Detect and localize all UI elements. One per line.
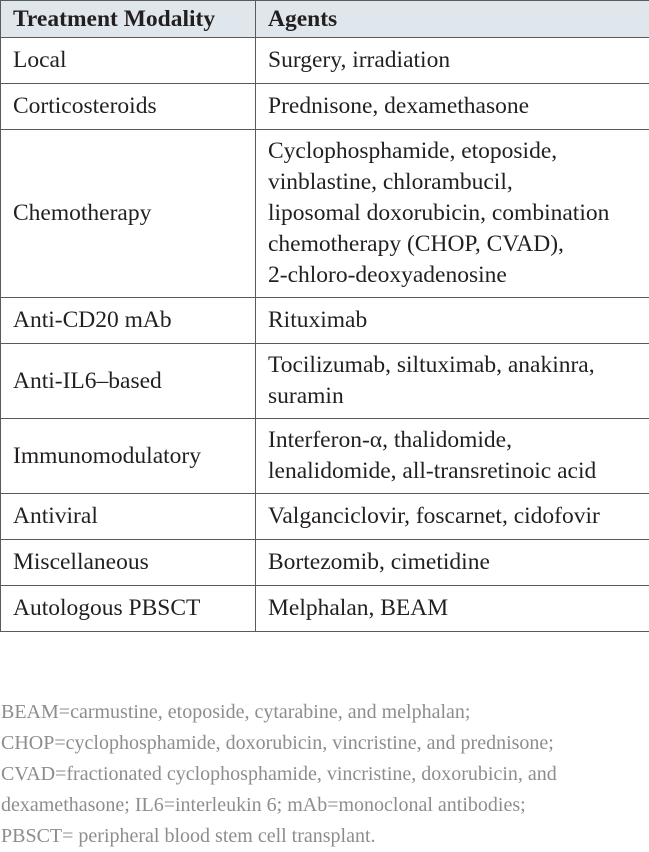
modality-cell: Corticosteroids [1, 84, 256, 130]
table-footnote: BEAM=carmustine, etoposide, cytarabine, and melphalan; CHOP=cyclophosphamide, doxorubicin, vincristine, and prednisone; CVAD=fractionated cyclophosphamide, vincristine, doxorubicin, and dexamethasone; IL6=interleukin 6; mAb=monoclonal antibodies; PBSCT= peripheral blood stem cell transplant. [1, 697, 647, 852]
header-treatment-modality: Treatment Modality [1, 1, 256, 38]
modality-cell: Chemotherapy [1, 130, 256, 298]
table-row [1, 298, 649, 344]
table-row [1, 494, 649, 540]
agents-cell: Melphalan, BEAM [256, 586, 649, 632]
table-row [1, 38, 649, 84]
agents-cell: Interferon-α, thalidomide, lenalidomide, all-transretinoic acid [256, 419, 649, 494]
agents-cell: Tocilizumab, siltuximab, anakinra, suramin [256, 344, 649, 419]
modality-cell: Local [1, 38, 256, 84]
header-agents: Agents [256, 1, 649, 38]
agents-cell: Bortezomib, cimetidine [256, 540, 649, 586]
modality-cell: Immunomodulatory [1, 419, 256, 494]
modality-cell: Anti-IL6–based [1, 344, 256, 419]
table-row [1, 130, 649, 298]
agents-cell: Valganciclovir, foscarnet, cidofovir [256, 494, 649, 540]
modality-cell: Antiviral [1, 494, 256, 540]
modality-cell: Autologous PBSCT [1, 586, 256, 632]
table-row [1, 586, 649, 632]
table-row [1, 344, 649, 419]
modality-cell: Miscellaneous [1, 540, 256, 586]
table-header-row [1, 1, 649, 38]
table-row [1, 84, 649, 130]
agents-cell: Cyclophosphamide, etoposide, vinblastine, chlorambucil, liposomal doxorubicin, combination chemotherapy (CHOP, CVAD), 2-chloro-deoxyadenosine [256, 130, 649, 298]
table-row [1, 540, 649, 586]
agents-cell: Surgery, irradiation [256, 38, 649, 84]
modality-cell: Anti-CD20 mAb [1, 298, 256, 344]
table-row [1, 419, 649, 494]
agents-cell: Rituximab [256, 298, 649, 344]
agents-cell: Prednisone, dexamethasone [256, 84, 649, 130]
